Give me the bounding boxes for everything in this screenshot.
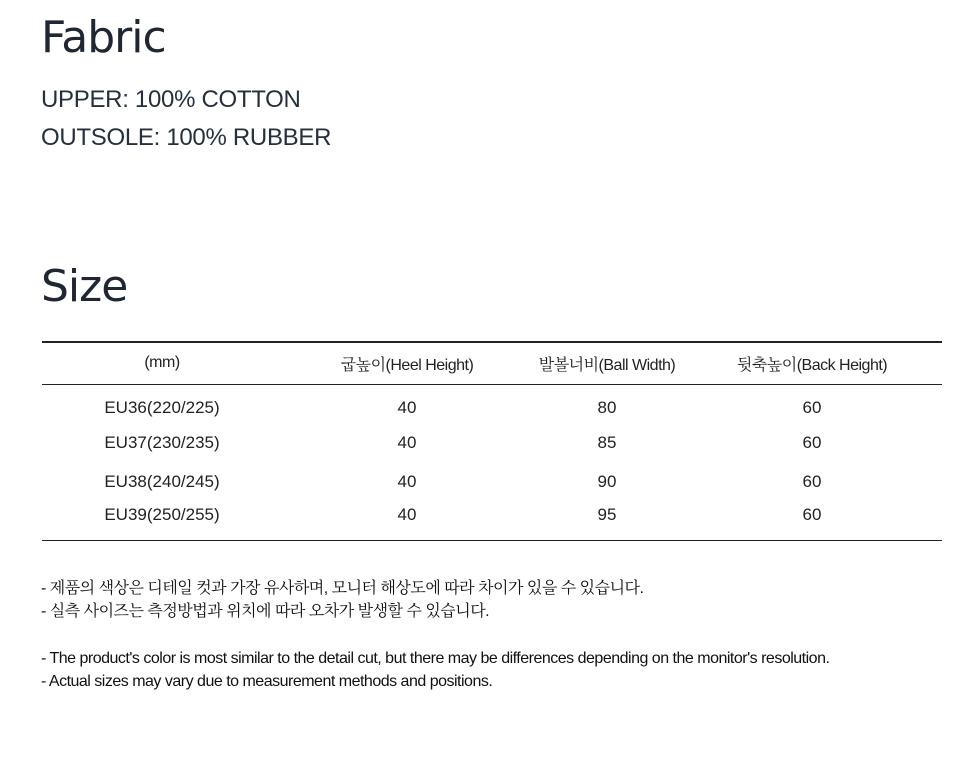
table-row (42, 384, 942, 423)
ball-width-cell: 80 (597, 397, 617, 417)
fabric-upper-composition: UPPER: 100% COTTON (41, 86, 301, 113)
heel-height-cell: 40 (397, 505, 417, 525)
size-table (42, 341, 942, 541)
fabric-heading: Fabric (41, 12, 166, 63)
back-height-cell: 60 (802, 471, 822, 491)
note-line: - Actual sizes may vary due to measurement methods and positions. (41, 673, 493, 690)
heel-height-cell: 40 (397, 397, 417, 417)
table-row (42, 501, 942, 540)
notes-korean (41, 577, 643, 623)
header-mm: (mm) (144, 354, 180, 372)
size-table-header-row (42, 342, 942, 384)
header-heel-height: 굽높이(Heel Height) (340, 356, 474, 374)
fabric-outsole-composition: OUTSOLE: 100% RUBBER (41, 124, 332, 151)
notes-english (41, 647, 829, 693)
ball-width-cell: 85 (597, 432, 617, 452)
size-heading: Size (41, 261, 128, 312)
size-cell: EU39(250/255) (104, 505, 220, 525)
size-table-body (42, 384, 942, 540)
header-ball-width: 발볼너비(Ball Width) (538, 356, 676, 374)
size-table-header (42, 342, 942, 384)
size-cell: EU36(220/225) (104, 397, 220, 417)
back-height-cell: 60 (802, 397, 822, 417)
back-height-cell: 60 (802, 505, 822, 525)
note-line: - 제품의 색상은 디테일 컷과 가장 유사하며, 모니터 해상도에 따라 차이가 있을 수 있습니다. (41, 580, 644, 597)
note-line: - 실측 사이즈는 측정방법과 위치에 따라 오차가 발생할 수 있습니다. (41, 603, 490, 620)
heel-height-cell: 40 (397, 432, 417, 452)
note-line: - The product's color is most similar to the detail cut, but there may be differences depending on the monitor's resolution. (41, 650, 830, 667)
back-height-cell: 60 (802, 432, 822, 452)
ball-width-cell: 95 (597, 505, 617, 525)
heel-height-cell: 40 (397, 471, 417, 491)
size-cell: EU37(230/235) (104, 432, 220, 452)
size-cell: EU38(240/245) (104, 471, 220, 491)
header-back-height: 뒷축높이(Back Height) (736, 356, 888, 374)
table-row (42, 423, 942, 462)
ball-width-cell: 90 (597, 471, 617, 491)
table-row (42, 462, 942, 501)
